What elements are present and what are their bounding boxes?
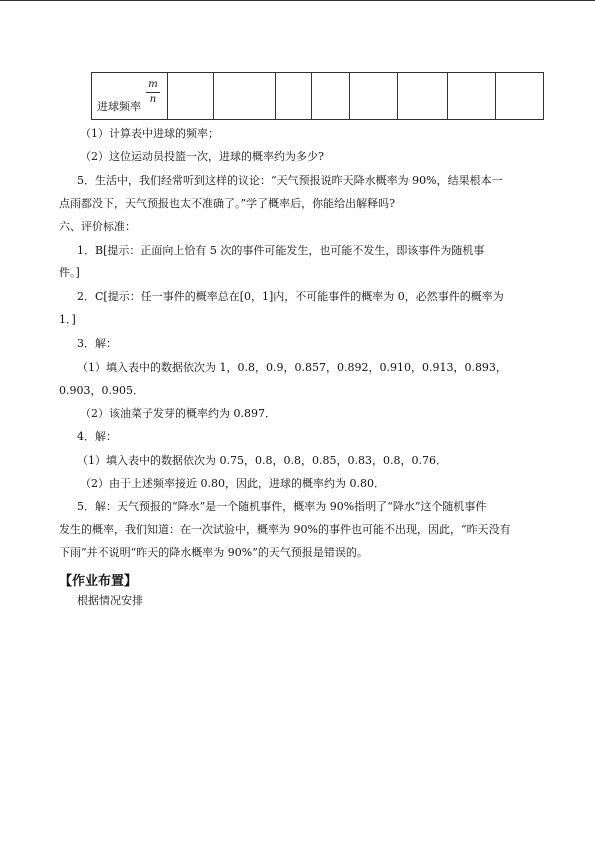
homework-text: 根据情况安排 xyxy=(77,594,143,607)
answer-4-part-2: （2）由于上述频率接近 0.80，因此，进球的概率约为 0.80． xyxy=(80,477,385,490)
problem-5-line-2: 点雨都没下，天气预报也太不准确了。”学了概率后，你能给出解释吗? xyxy=(59,197,396,210)
section-evaluation-heading: 六、评价标准： xyxy=(59,220,136,233)
answer-5-line-3: 下雨”并不说明“昨天的降水概率为 90%”的天气预报是错误的。 xyxy=(59,546,368,559)
answer-1-line-1: 1．B[提示：正面向上恰有 5 次的事件可能发生，也可能不发生，即该事件为随机事 xyxy=(77,244,485,257)
answer-4-heading: 4．解： xyxy=(77,430,117,443)
answer-3-part-1: （1）填入表中的数据依次为 1，0.8，0.9，0.857，0.892，0.910，0.913，0.893， xyxy=(77,361,507,374)
table-cell xyxy=(398,73,448,120)
table-cell xyxy=(496,73,544,120)
row-label: 进球频率 xyxy=(97,100,141,113)
answer-2-line-1: 2．C[提示：任一事件的概率总在[0，1]内，不可能事件的概率为 0，必然事件的概率为 xyxy=(77,290,504,303)
frequency-table xyxy=(91,72,544,120)
page-top-rule xyxy=(0,0,595,1)
answer-3-heading: 3．解： xyxy=(77,337,117,350)
answer-4-part-1: （1）填入表中的数据依次为 0.75，0.8，0.8，0.85，0.83，0.8，0.76． xyxy=(77,454,447,467)
answer-5-line-2: 发生的概率，我们知道：在一次试验中，概率为 90%的事件也可能不出现，因此，“昨天没有 xyxy=(59,523,511,536)
answer-3-part-2: （2）该油菜子发芽的概率约为 0.897． xyxy=(80,407,276,420)
table-row-header xyxy=(92,73,168,120)
answer-2-line-2: 1．] xyxy=(59,313,76,326)
question-1: （1）计算表中进球的频率； xyxy=(80,127,219,140)
answer-5-line-1: 5．解：天气预报的“降水”是一个随机事件，概率为 90%指明了“降水”这个随机事件 xyxy=(77,500,487,513)
table-cell xyxy=(350,73,398,120)
table-row xyxy=(92,73,544,120)
table-cell xyxy=(448,73,496,120)
table-cell xyxy=(214,73,276,120)
fraction-m-over-n: m n xyxy=(146,79,160,106)
table-cell xyxy=(276,73,312,120)
question-2: （2）这位运动员投篮一次，进球的概率约为多少? xyxy=(80,150,324,163)
answer-1-line-2: 件。] xyxy=(59,266,80,279)
table-cell xyxy=(312,73,350,120)
table-cell xyxy=(168,73,214,120)
homework-heading: 【作业布置】 xyxy=(59,574,138,589)
problem-5-line-1: 5．生活中，我们经常听到这样的议论：“天气预报说昨天降水概率为 90%，结果根本一 xyxy=(77,174,503,187)
answer-3-part-1-cont: 0.903，0.905． xyxy=(59,384,144,397)
